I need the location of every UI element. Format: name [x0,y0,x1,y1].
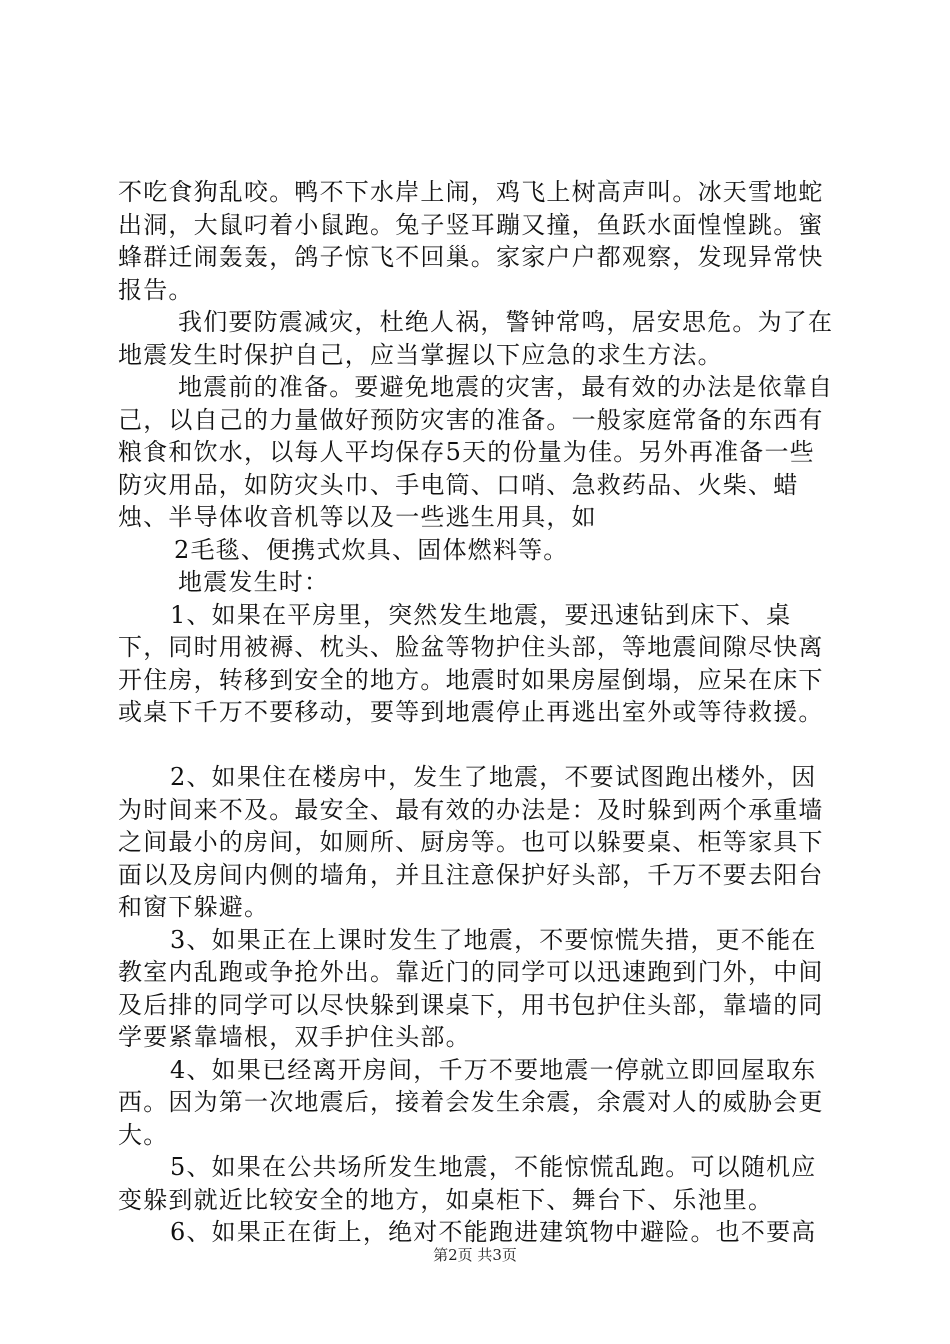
paragraph-item-2: 2、如果住在楼房中，发生了地震，不要试图跑出楼外，因为时间来不及。最安全、最有效的办法是：及时躲到两个承重墙之间最小的房间，如厕所、厨房等。也可以躲要桌、柜等家具下面以及房间内侧的墙角，并且注意保护好头部，千万不要去阳台和窗下躲避。 [118,763,824,921]
paragraph-item-4: 4、如果已经离开房间，千万不要地震一停就立即回屋取东西。因为第一次地震后，接着会发生余震，余震对人的威胁会更大。 [118,1055,824,1149]
paragraph-item-1: 1、如果在平房里，突然发生地震，要迅速钻到床下、桌下，同时用被褥、枕头、脸盆等物护住头部，等地震间隙尽快离开住房，转移到安全的地方。地震时如果房屋倒塌，应呆在床下或桌下千万不要移动，要等到地震停止再逃出室外或等待救援。 [118,600,824,726]
paragraph-item-6: 6、如果正在街上，绝对不能跑进建筑物中避险。也不要高 [170,1218,817,1246]
page-footer: 第2页 共3页 [433,1246,517,1264]
paragraph-during-heading: 地震发生时： [178,568,330,596]
paragraph-preparation: 地震前的准备。要避免地震的灾害，最有效的办法是依靠自己，以自己的力量做好预防灾害的准备。一般家庭常备的东西有粮食和饮水，以每人平均保存5天的份量为佳。另外再准备一些防灾用品，如防灾头巾、手电筒、口哨、急救药品、火柴、蜡烛、半导体收音机等以及一些逃生用具，如 [118,373,834,531]
blank-line [118,729,838,762]
paragraph-preparation-continued: 2毛毯、便携式炊具、固体燃料等。 [174,535,569,564]
body-text [118,176,838,1249]
paragraph-intro: 我们要防震减灾，杜绝人祸，警钟常鸣，居安思危。为了在地震发生时保护自己，应当掌握以下应急的求生方法。 [118,308,834,369]
paragraph-rhyme: 不吃食狗乱咬。鸭不下水岸上闹，鸡飞上树高声叫。冰天雪地蛇出洞，大鼠叼着小鼠跑。兔子竖耳蹦又撞，鱼跃水面惶惶跳。蜜蜂群迁闹轰轰，鸽子惊飞不回巢。家家户户都观察，发现异常快报告。 [118,178,824,304]
paragraph-item-3: 3、如果正在上课时发生了地震，不要惊慌失措，更不能在教室内乱跑或争抢外出。靠近门的同学可以迅速跑到门外，中间及后排的同学可以尽快躲到课桌下，用书包护住头部，靠墙的同学要紧靠墙根，双手护住头部。 [118,925,824,1051]
paragraph-item-5: 5、如果在公共场所发生地震，不能惊慌乱跑。可以随机应变躲到就近比较安全的地方，如桌柜下、舞台下、乐池里。 [118,1153,817,1214]
